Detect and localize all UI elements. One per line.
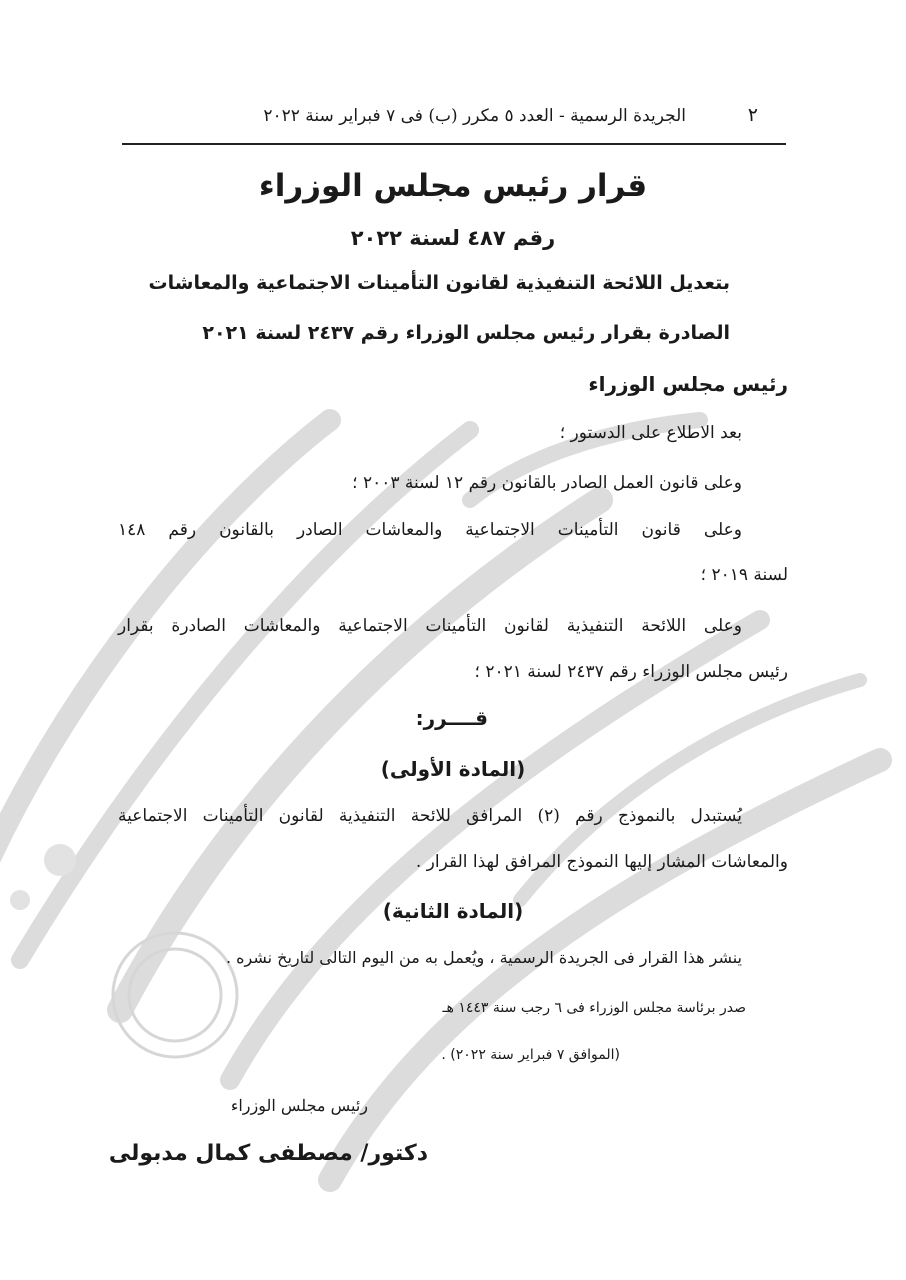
issuer-heading: رئيس مجلس الوزراء	[588, 372, 788, 396]
article-one-text-line1: يُستبدل بالنموذج رقم (٢) المرافق للائحة التنفيذية لقانون التأمينات الاجتماعية	[118, 806, 742, 826]
preamble-insurance-law-line2: لسنة ٢٠١٩ ؛	[700, 565, 788, 585]
article-two-text: ينشر هذا القرار فى الجريدة الرسمية ، ويُعمل به من اليوم التالى لتاريخ نشره .	[225, 948, 742, 967]
decree-subject-line2: الصادرة بقرار رئيس مجلس الوزراء رقم ٢٤٣٧ لسنة ٢٠٢١	[202, 322, 730, 344]
signatory-name: دكتور/ مصطفى كمال مدبولى	[108, 1141, 428, 1166]
decided-heading: قــــرر:	[415, 706, 488, 730]
page-number: ٢	[747, 104, 758, 126]
decree-title: قرار رئيس مجلس الوزراء	[258, 168, 648, 204]
article-one-title: (المادة الأولى)	[380, 757, 526, 781]
header-divider	[122, 143, 786, 145]
preamble-regulation-line2: رئيس مجلس الوزراء رقم ٢٤٣٧ لسنة ٢٠٢١ ؛	[474, 662, 788, 682]
article-one-text-line2: والمعاشات المشار إليها النموذج المرافق لهذا القرار .	[415, 852, 788, 872]
preamble-insurance-law-line1: وعلى قانون التأمينات الاجتماعية والمعاشات الصادر بالقانون رقم ١٤٨	[118, 520, 742, 540]
preamble-labor-law: وعلى قانون العمل الصادر بالقانون رقم ١٢ لسنة ٢٠٠٣ ؛	[352, 473, 742, 493]
decree-number: رقم ٤٨٧ لسنة ٢٠٢٢	[350, 226, 556, 250]
issued-date-hijri: صدر برئاسة مجلس الوزراء فى ٦ رجب سنة ١٤٤٣ هـ	[442, 1000, 746, 1016]
preamble-constitution: بعد الاطلاع على الدستور ؛	[559, 423, 742, 443]
signatory-role: رئيس مجلس الوزراء	[230, 1096, 368, 1115]
issued-date-gregorian: (الموافق ٧ فبراير سنة ٢٠٢٢) .	[441, 1047, 620, 1063]
article-two-title: (المادة الثانية)	[382, 899, 524, 923]
gazette-header: الجريدة الرسمية - العدد ٥ مكرر (ب) فى ٧ فبراير سنة ٢٠٢٢	[263, 106, 686, 126]
watermark-seal	[113, 933, 237, 1057]
decree-subject-line1: بتعديل اللائحة التنفيذية لقانون التأمينات الاجتماعية والمعاشات	[148, 272, 730, 294]
preamble-regulation-line1: وعلى اللائحة التنفيذية لقانون التأمينات الاجتماعية والمعاشات الصادرة بقرار	[118, 616, 742, 636]
